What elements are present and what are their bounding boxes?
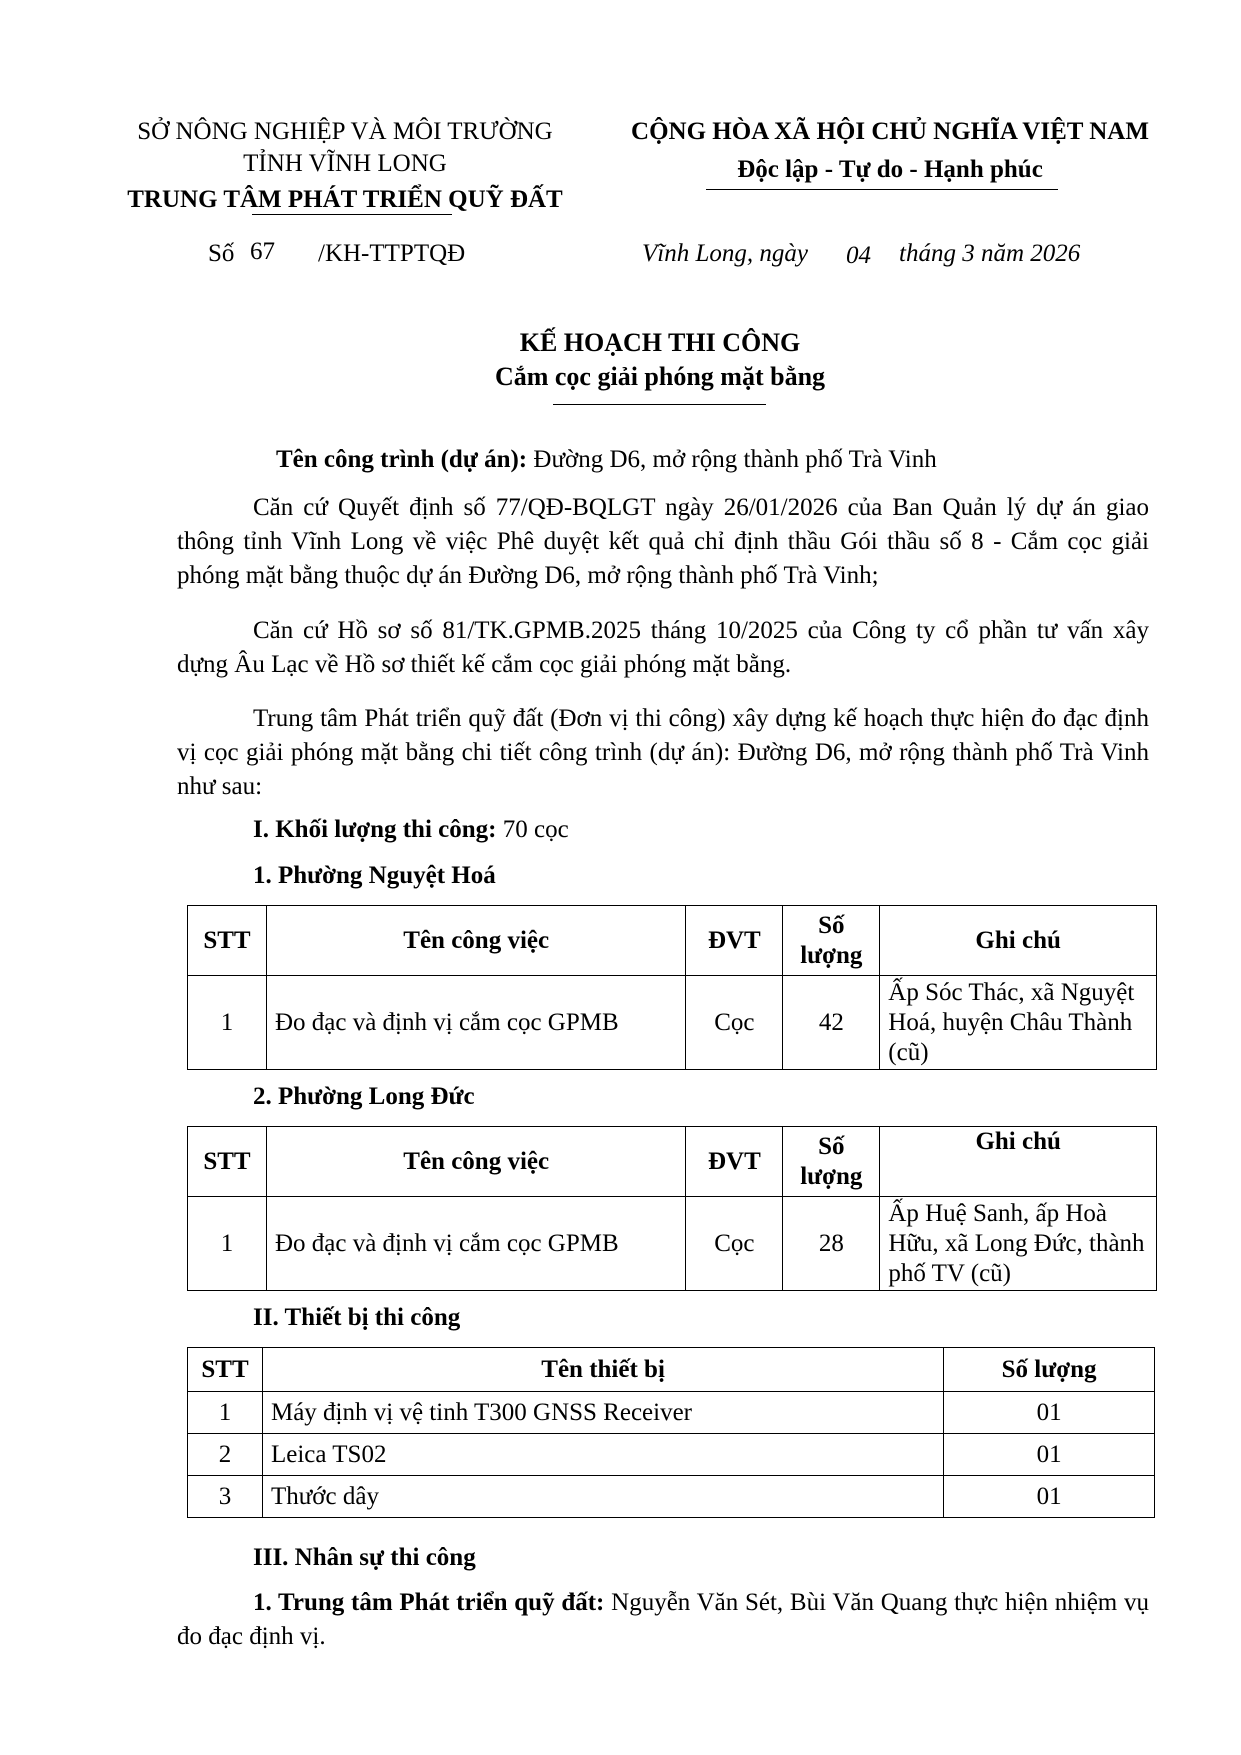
basis-paragraph-2 bbox=[177, 614, 1149, 682]
agency-name-line1: SỞ NÔNG NGHIỆP VÀ MÔI TRƯỜNG bbox=[137, 118, 553, 145]
header-stt: STT bbox=[188, 906, 267, 976]
table-row bbox=[188, 1392, 1155, 1434]
cell-unit: Cọc bbox=[686, 976, 783, 1070]
agency-underline bbox=[252, 214, 452, 215]
header-note: Ghi chú bbox=[880, 1127, 1157, 1197]
project-line bbox=[276, 446, 937, 474]
cell-equipment-name: Leica TS02 bbox=[262, 1434, 943, 1476]
work-table-long-duc bbox=[187, 1126, 1157, 1291]
header-qty-line2: lượng bbox=[800, 941, 863, 969]
section-3-heading: III. Nhân sự thi công bbox=[253, 1544, 476, 1571]
equipment-table bbox=[187, 1347, 1155, 1518]
document-title: KẾ HOẠCH THI CÔNG bbox=[519, 328, 801, 357]
nation-motto: Độc lập - Tự do - Hạnh phúc bbox=[737, 156, 1043, 183]
header-qty bbox=[783, 906, 880, 976]
header-equipment-name: Tên thiết bị bbox=[262, 1348, 943, 1392]
subsection-1-heading: 1. Phường Nguyệt Hoá bbox=[253, 862, 496, 889]
nation-title: CỘNG HÒA XÃ HỘI CHỦ NGHĨA VIỆT NAM bbox=[631, 118, 1149, 145]
cell-equipment-qty: 01 bbox=[944, 1476, 1155, 1518]
subsection-2-heading: 2. Phường Long Đức bbox=[253, 1083, 475, 1110]
cell-equipment-qty: 01 bbox=[944, 1392, 1155, 1434]
work-table-nguyet-hoa bbox=[187, 905, 1157, 1070]
table-row bbox=[188, 1476, 1155, 1518]
motto-underline bbox=[706, 189, 1058, 190]
header-qty-line1: Số bbox=[818, 911, 845, 939]
basis-paragraph-1 bbox=[177, 491, 1149, 593]
doc-number-prefix: Số bbox=[208, 240, 235, 267]
header-qty-line2: lượng bbox=[800, 1162, 863, 1190]
document-subtitle: Cắm cọc giải phóng mặt bằng bbox=[494, 362, 826, 391]
cell-stt: 2 bbox=[188, 1434, 263, 1476]
agency-name-line3: TRUNG TÂM PHÁT TRIỂN QUỸ ĐẤT bbox=[127, 186, 563, 213]
table-row bbox=[188, 1434, 1155, 1476]
header-task: Tên công việc bbox=[266, 906, 685, 976]
project-name: Đường D6, mở rộng thành phố Trà Vinh bbox=[527, 446, 937, 473]
doc-number: 67 bbox=[250, 238, 275, 265]
plan-paragraph-text: Trung tâm Phát triển quỹ đất (Đơn vị thi công) xây dựng kế hoạch thực hiện đo đạc định vị cọc giải phóng mặt bằng chi tiết công trình (dự án): Đường D6, mở rộng thành phố Trà Vinh như sau: bbox=[177, 705, 1149, 800]
title-underline bbox=[553, 404, 766, 405]
table-row bbox=[188, 1197, 1157, 1291]
header-stt: STT bbox=[188, 1348, 263, 1392]
header-equipment-qty: Số lượng bbox=[944, 1348, 1155, 1392]
staff-text: Nguyễn Văn Sét, Bùi Văn Quang thực hiện nhiệm vụ đo đạc định vị. bbox=[177, 1589, 1149, 1650]
place-date-prefix: Vĩnh Long, ngày bbox=[642, 240, 808, 267]
section-1-label: I. Khối lượng thi công: bbox=[253, 816, 497, 843]
cell-qty: 42 bbox=[783, 976, 880, 1070]
project-label: Tên công trình (dự án): bbox=[276, 446, 528, 473]
staff-paragraph bbox=[177, 1586, 1149, 1654]
cell-equipment-qty: 01 bbox=[944, 1434, 1155, 1476]
cell-equipment-name: Thước dây bbox=[262, 1476, 943, 1518]
cell-stt: 3 bbox=[188, 1476, 263, 1518]
cell-note: Ấp Sóc Thác, xã Nguyệt Hoá, huyện Châu Thành (cũ) bbox=[880, 976, 1157, 1070]
header-note: Ghi chú bbox=[880, 906, 1157, 976]
basis-paragraph-1-text: Căn cứ Quyết định số 77/QĐ-BQLGT ngày 26/01/2026 của Ban Quản lý dự án giao thông tỉnh Vĩnh Long về việc Phê duyệt kết quả chỉ định thầu Gói thầu số 8 - Cắm cọc giải phóng mặt bằng thuộc dự án Đường D6, mở rộng thành phố Trà Vinh; bbox=[177, 494, 1149, 589]
table-row bbox=[188, 976, 1157, 1070]
plan-paragraph bbox=[177, 702, 1149, 804]
cell-stt: 1 bbox=[188, 976, 267, 1070]
cell-stt: 1 bbox=[188, 1197, 267, 1291]
cell-note: Ấp Huệ Sanh, ấp Hoà Hữu, xã Long Đức, thành phố TV (cũ) bbox=[880, 1197, 1157, 1291]
section-1-heading bbox=[253, 816, 569, 844]
cell-task: Đo đạc và định vị cắm cọc GPMB bbox=[266, 976, 685, 1070]
cell-unit: Cọc bbox=[686, 1197, 783, 1291]
agency-name-line2: TỈNH VĨNH LONG bbox=[243, 150, 447, 177]
cell-qty: 28 bbox=[783, 1197, 880, 1291]
staff-label: 1. Trung tâm Phát triển quỹ đất: bbox=[253, 1589, 605, 1616]
header-task: Tên công việc bbox=[266, 1127, 685, 1197]
header-qty-line1: Số bbox=[818, 1132, 845, 1160]
header-stt: STT bbox=[188, 1127, 267, 1197]
header-qty bbox=[783, 1127, 880, 1197]
section-2-heading: II. Thiết bị thi công bbox=[253, 1304, 461, 1331]
date-month-year: tháng 3 năm 2026 bbox=[899, 240, 1081, 267]
cell-equipment-name: Máy định vị vệ tinh T300 GNSS Receiver bbox=[262, 1392, 943, 1434]
header-unit: ĐVT bbox=[686, 1127, 783, 1197]
doc-number-suffix: /KH-TTPTQĐ bbox=[318, 240, 466, 267]
date-day: 04 bbox=[846, 242, 871, 269]
cell-stt: 1 bbox=[188, 1392, 263, 1434]
cell-task: Đo đạc và định vị cắm cọc GPMB bbox=[266, 1197, 685, 1291]
header-unit: ĐVT bbox=[686, 906, 783, 976]
section-1-value: 70 cọc bbox=[496, 816, 569, 843]
basis-paragraph-2-text: Căn cứ Hồ sơ số 81/TK.GPMB.2025 tháng 10/2025 của Công ty cổ phần tư vấn xây dựng Âu Lạc về Hồ sơ thiết kế cắm cọc giải phóng mặt bằng. bbox=[177, 617, 1149, 678]
